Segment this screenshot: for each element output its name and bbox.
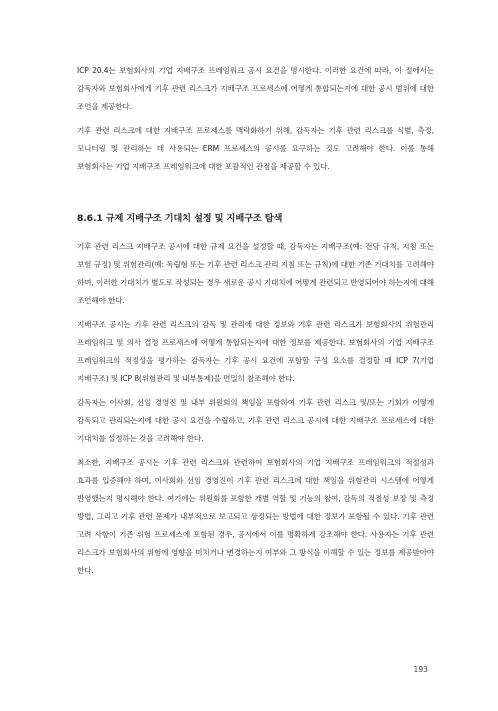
body-paragraph-1: 기후 관련 리스크 지배구조 공시에 대한 규제 요건을 설정할 때, 감독자는 지배구조(예: 전담 규칙, 지침 또는 보험 규정) 및 위험관리(예: 독립형 또는 기후 관련 리스크 관리 지침 또는 규칙)에 대한 기존 기대치를 고려해야 하며, 이러한 기대치가 별도로 작성되는 경우 새로운 공시 기대치에 어떻게 관련되고 반영되어야 하는지에 대해 조언해야 한다.: [77, 242, 434, 305]
body-paragraph-3: 감독자는 이사회, 선임 경영진 및 내부 위원회의 책임을 포함하여 기후 관련 리스크 및/또는 기회가 어떻게 감독되고 관리되는지에 대한 공시 요건을 수립하고, 기후 관련 리스크 공시에 대한 지배구조 프로세스에 대한 기대치를 설정하는 것을 고려해야 한다.: [77, 398, 434, 443]
body-paragraph-2: 지배구조 공시는 기후 관련 리스크의 감독 및 관리에 대한 정보와 기후 관련 리스크가 보험회사의 위험관리 프레임워크 및 의사 결정 프로세스에 어떻게 통합되는지에 대한 정보를 제공한다. 보험회사의 기업 지배구조 프레임워크의 적정성을 평가하는 감독자는 기후 공시 요건에 포함할 구성 요소를 결정할 때 ICP 7(기업 지배구조) 및 ICP 8(위험관리 및 내부통제)을 면밀히 참조해야 한다.: [77, 320, 434, 383]
intro-paragraph-2: 기후 관련 리스크에 대한 지배구조 프로세스를 맥락화하기 위해, 감독자는 기후 관련 리스크를 식별, 측정, 모니터링 및 관리하는 데 사용되는 ERM 프로세스의 공시를 요구하는 것도 고려해야 한다. 이를 통해 보험회사는 기업 지배구조 프레임워크에 대한 포괄적인 관점을 제공할 수 있다.: [77, 126, 434, 171]
page-number: 193: [413, 665, 428, 674]
document-page: [77, 60, 434, 586]
intro-paragraph-1: ICP 20.4는 보험회사의 기업 지배구조 프레임워크 공시 요건을 명시한다. 이러한 요건에 따라, 이 절에서는 감독자와 보험회사에게 기후 관련 리스크가 지배구조 프로세스에 어떻게 통합되는지에 대한 공시 범위에 대한 조언을 제공한다.: [77, 66, 434, 111]
section-heading: 8.6.1 규제 지배구조 기대치 설정 및 지배구조 탐색: [77, 213, 283, 224]
body-paragraph-4: 최소한, 지배구조 공시는 기후 관련 리스크와 관련하여 보험회사의 기업 지배구조 프레임워크의 적절성과 효과를 입증해야 하며, 이사회와 선임 경영진이 기후 관련 리스크에 대한 책임을 위험관리 시스템에 어떻게 반영했는지 명시해야 한다. 여기에는 위원회를 포함한 개별 역할 및 기능의 참여, 감독의 적절성 보장 및 측정 방법, 그리고 기후 관련 문제가 내부적으로 보고되고 상정되는 방법에 대한 정보가 포함될 수 있다. 기후 관련 고려 사항이 기존 위험 프로세스에 포함된 경우, 공시에서 이를 명확하게 강조해야 한다. 사용자는 기후 관련 리스크가 보험회사의 위험에 영향을 미치거나 변경하는지 여부와 그 방식을 이해할 수 있는 정보를 제공받아야 한다.: [77, 458, 434, 575]
